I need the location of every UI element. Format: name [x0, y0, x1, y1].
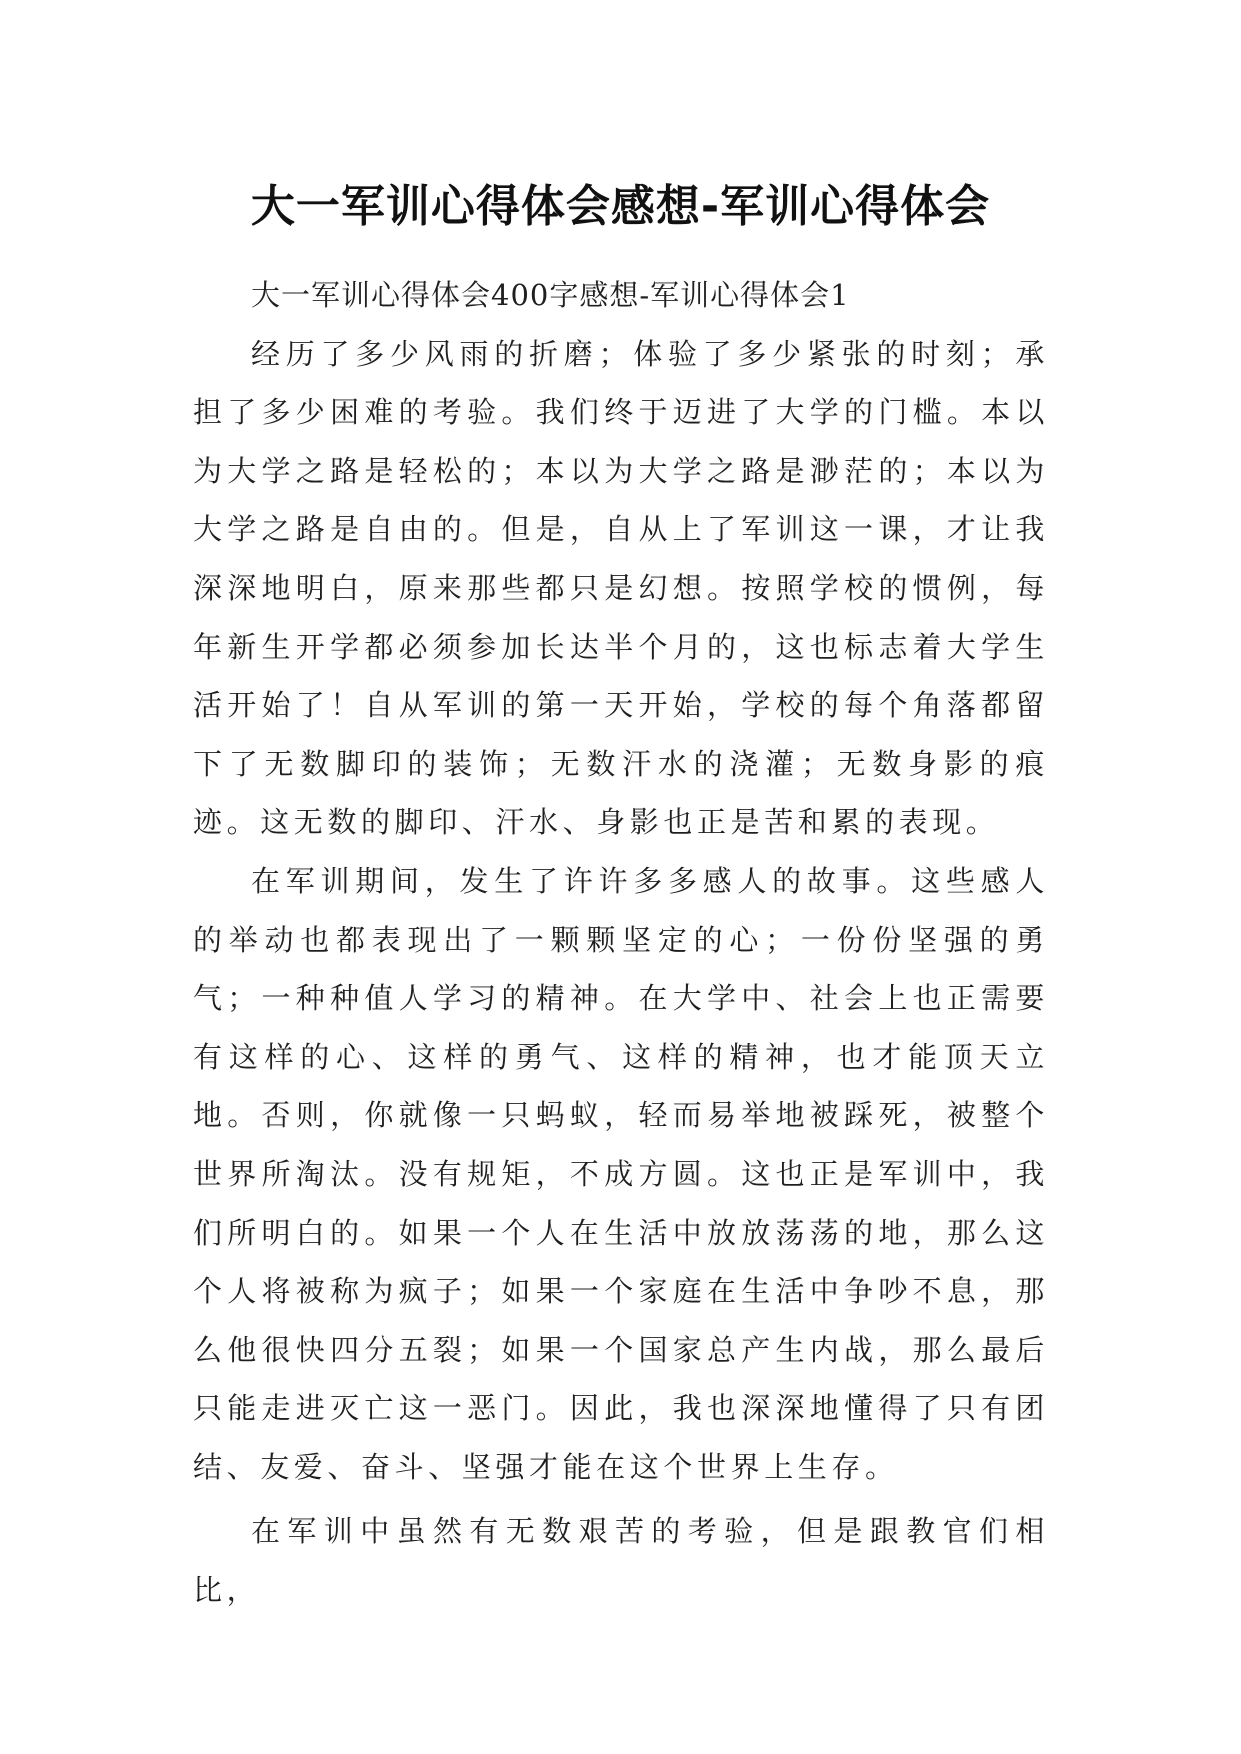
- paragraph: 在军训中虽然有无数艰苦的考验，但是跟教官们相比，: [193, 1514, 1049, 1608]
- document-subtitle: 大一军训心得体会400字感想-军训心得体会1: [251, 278, 850, 312]
- paragraph: 在军训期间，发生了许许多多感人的故事。这些感人的举动也都表现出了一颗颗坚定的心；一份份坚强的勇气；一种种值人学习的精神。在大学中、社会上也正需要有这样的心、这样的勇气、这样的精神，也才能顶天立地。否则，你就像一只蚂蚁，轻而易举地被踩死，被整个世界所淘汰。没有规矩，不成方圆。这也正是军训中，我们所明白的。如果一个人在生活中放放荡荡的地，那么这个人将被称为疯子；如果一个家庭在生活中争吵不息，那么他很快四分五裂；如果一个国家总产生内战，那么最后只能走进灭亡这一恶门。因此，我也深深地懂得了只有团结、友爱、奋斗、坚强才能在这个世界上生存。: [193, 863, 1049, 1484]
- document-title: 大一军训心得体会感想-军训心得体会: [250, 181, 991, 233]
- document-body: [193, 266, 1049, 1620]
- paragraph: 经历了多少风雨的折磨；体验了多少紧张的时刻；承担了多少困难的考验。我们终于迈进了大学的门槛。本以为大学之路是轻松的；本以为大学之路是渺茫的；本以为大学之路是自由的。但是，自从上了军训这一课，才让我深深地明白，原来那些都只是幻想。按照学校的惯例，每年新生开学都必须参加长达半个月的，这也标志着大学生活开始了！自从军训的第一天开始，学校的每个角落都留下了无数脚印的装饰；无数汗水的浇灌；无数身影的痕迹。这无数的脚印、汗水、身影也正是苦和累的表现。: [193, 336, 1049, 840]
